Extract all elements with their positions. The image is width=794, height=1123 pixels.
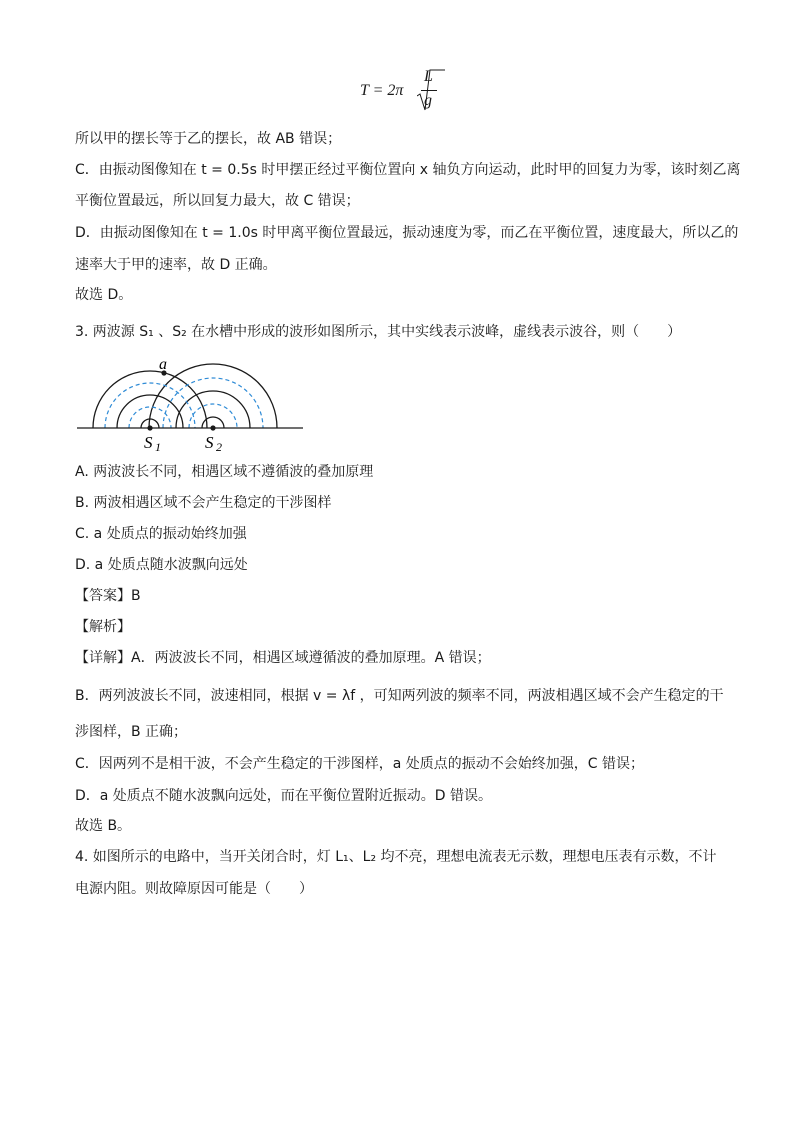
s2-subscript: 2 — [216, 440, 222, 452]
s1-subscript: 1 — [155, 440, 161, 452]
source-s1-dot — [147, 425, 152, 430]
question-3-stem: 3. 两波源 S₁ 、S₂ 在水槽中形成的波形如图所示，其中实线表示波峰，虚线表示波谷，则（ ） — [75, 324, 682, 340]
formula-lhs: T = 2π — [360, 82, 404, 99]
text-line: 所以甲的摆长等于乙的摆长，故 AB 错误； — [75, 131, 342, 147]
explain-line: D．a 处质点不随水波飘向远处，而在平衡位置附近振动。D 错误。 — [75, 788, 493, 804]
explain-line: 故选 B。 — [75, 818, 132, 834]
text-line: 速率大于甲的速率，故 D 正确。 — [75, 257, 277, 273]
analysis-title: 【解析】 — [75, 619, 131, 635]
trough-s2-outer — [163, 378, 263, 428]
explain-line: 涉图样，B 正确； — [75, 724, 188, 740]
question-4-stem: 4. 如图所示的电路中，当开关闭合时，灯 L₁、L₂ 均不亮，理想电流表无示数，理想电压表有示数，不计 — [75, 849, 717, 865]
formula-denominator: g — [424, 92, 432, 109]
formula-numerator: L — [424, 68, 433, 85]
option-c: C. a 处质点的振动始终加强 — [75, 526, 247, 542]
explain-line: 【详解】A．两波波长不同，相遇区域遵循波的叠加原理。A 错误； — [75, 650, 491, 666]
fraction-bar — [421, 90, 437, 91]
option-d: D. a 处质点随水波飘向远处 — [75, 557, 248, 573]
option-a: A. 两波波长不同，相遇区域不遵循波的叠加原理 — [75, 464, 374, 480]
text-line: D．由振动图像知在 t = 1.0s 时甲离平衡位置最远，振动速度为零，而乙在平衡位置，速度最大，所以乙的 — [75, 225, 739, 241]
question-4-stem: 电源内阻。则故障原因可能是（ ） — [75, 881, 313, 897]
explain-line: B．两列波波长不同，波速相同，根据 v = λf ，可知两列波的频率不同，两波相遇区域不会产生稳定的干 — [75, 688, 724, 704]
text-line: 故选 D。 — [75, 287, 133, 303]
crest-s1-middle — [117, 395, 183, 428]
explain-line: C．因两列不是相干波，不会产生稳定的干涉图样，a 处质点的振动不会始终加强，C 错误； — [75, 756, 645, 772]
wave-interference-diagram — [75, 356, 307, 452]
text-line: C．由振动图像知在 t = 0.5s 时甲摆正经过平衡位置向 x 轴负方向运动，此时甲的回复力为零，该时刻乙离 — [75, 162, 741, 178]
source-s2-dot — [210, 425, 215, 430]
answer-line: 【答案】B — [75, 588, 141, 604]
s1-label: S — [144, 433, 153, 452]
text-line: 平衡位置最远，所以回复力最大，故 C 错误； — [75, 193, 360, 209]
point-a-label: a — [159, 356, 167, 373]
crest-s2-middle — [176, 391, 250, 428]
trough-s2-inner — [189, 404, 237, 428]
option-b: B. 两波相遇区域不会产生稳定的干涉图样 — [75, 495, 332, 511]
s2-label: S — [205, 433, 214, 452]
